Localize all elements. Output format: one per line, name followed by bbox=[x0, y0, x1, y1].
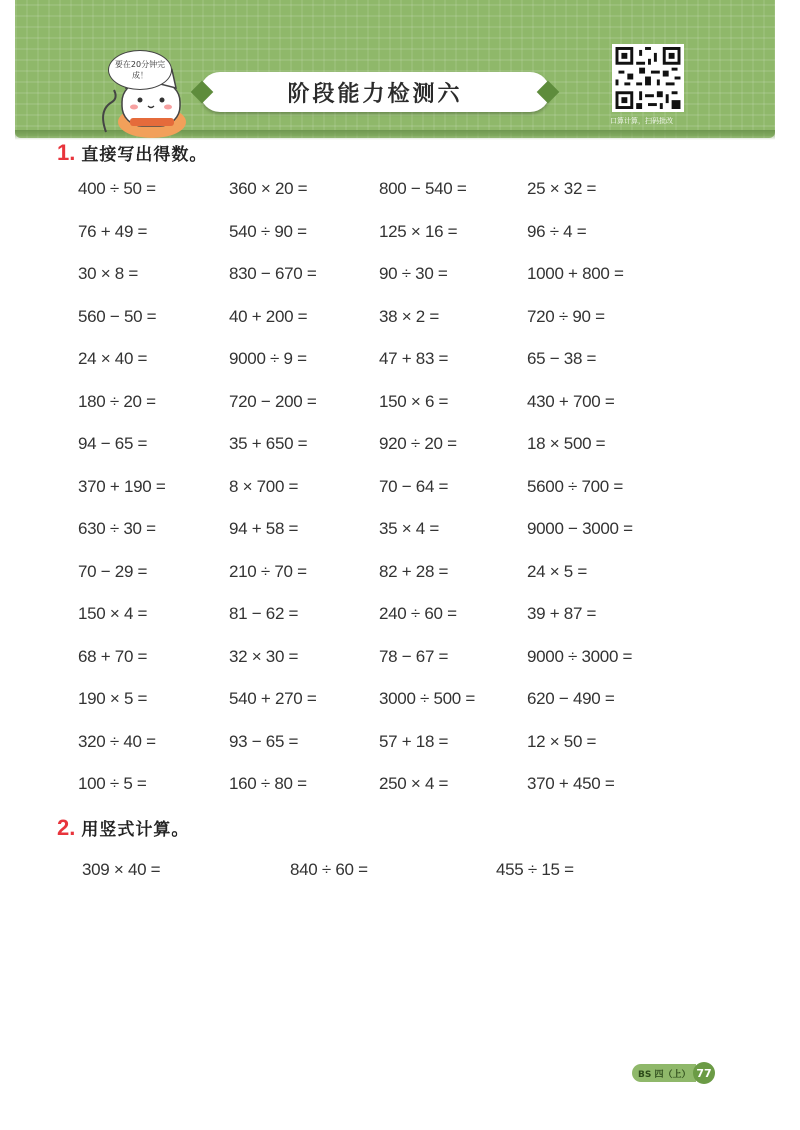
math-problem: 9000 − 3000 = bbox=[527, 519, 633, 538]
math-problem: 9000 ÷ 9 = bbox=[229, 349, 307, 368]
math-problem: 35 × 4 = bbox=[379, 519, 439, 538]
math-problem: 180 ÷ 20 = bbox=[78, 392, 156, 411]
section-2-heading bbox=[57, 815, 189, 841]
math-problem: 70 − 29 = bbox=[78, 562, 148, 581]
math-problem: 82 + 28 = bbox=[379, 562, 449, 581]
section-1-title: 直接写出得数。 bbox=[81, 145, 208, 165]
math-problem: 720 ÷ 90 = bbox=[527, 307, 605, 326]
vertical-calc-problem: 309 × 40 = bbox=[82, 860, 161, 879]
math-problem: 65 − 38 = bbox=[527, 349, 597, 368]
math-problem: 70 − 64 = bbox=[379, 477, 449, 496]
math-problem: 25 × 32 = bbox=[527, 179, 597, 198]
math-problem: 38 × 2 = bbox=[379, 307, 439, 326]
vertical-calc-problem: 840 ÷ 60 = bbox=[290, 860, 368, 879]
math-problem: 320 ÷ 40 = bbox=[78, 732, 156, 751]
speech-bubble: 要在20分钟完成！ bbox=[108, 50, 172, 90]
title-banner bbox=[200, 72, 550, 112]
math-problem: 400 ÷ 50 = bbox=[78, 179, 156, 198]
math-problem: 81 − 62 = bbox=[229, 604, 299, 623]
page-title: 阶段能力检测六 bbox=[287, 81, 463, 107]
math-problem: 39 + 87 = bbox=[527, 604, 597, 623]
math-problem: 93 − 65 = bbox=[229, 732, 299, 751]
math-problem: 94 + 58 = bbox=[229, 519, 299, 538]
math-problem: 560 − 50 = bbox=[78, 307, 157, 326]
math-problem: 18 × 500 = bbox=[527, 434, 606, 453]
vertical-calc-problem: 455 ÷ 15 = bbox=[496, 860, 574, 879]
math-problem: 94 − 65 = bbox=[78, 434, 148, 453]
math-problem: 210 ÷ 70 = bbox=[229, 562, 307, 581]
math-problem: 150 × 4 = bbox=[78, 604, 148, 623]
math-problem: 78 − 67 = bbox=[379, 647, 449, 666]
math-problem: 40 + 200 = bbox=[229, 307, 308, 326]
math-problem: 250 × 4 = bbox=[379, 774, 449, 793]
math-problem: 47 + 83 = bbox=[379, 349, 449, 368]
math-problem: 9000 ÷ 3000 = bbox=[527, 647, 633, 666]
math-problem: 90 ÷ 30 = bbox=[379, 264, 448, 283]
math-problem: 3000 ÷ 500 = bbox=[379, 689, 476, 708]
math-problem: 720 − 200 = bbox=[229, 392, 317, 411]
math-problem: 150 × 6 = bbox=[379, 392, 449, 411]
math-problem: 620 − 490 = bbox=[527, 689, 615, 708]
math-problem: 32 × 30 = bbox=[229, 647, 299, 666]
math-problem: 96 ÷ 4 = bbox=[527, 222, 587, 241]
math-problem: 160 ÷ 80 = bbox=[229, 774, 307, 793]
qr-caption: 口算计算，扫码批改 bbox=[610, 117, 673, 125]
math-problem: 370 + 190 = bbox=[78, 477, 166, 496]
math-problem: 12 × 50 = bbox=[527, 732, 597, 751]
math-problem: 800 − 540 = bbox=[379, 179, 467, 198]
math-problem: 540 + 270 = bbox=[229, 689, 317, 708]
math-problem: 57 + 18 = bbox=[379, 732, 449, 751]
section-1-number: 1. bbox=[57, 140, 76, 165]
math-problem: 24 × 40 = bbox=[78, 349, 148, 368]
math-problem: 630 ÷ 30 = bbox=[78, 519, 156, 538]
math-problem: 68 + 70 = bbox=[78, 647, 148, 666]
edition-badge: BS 四（上） bbox=[632, 1064, 696, 1082]
math-problem: 430 + 700 = bbox=[527, 392, 615, 411]
math-problem: 830 − 670 = bbox=[229, 264, 317, 283]
section-2-number: 2. bbox=[57, 815, 76, 840]
math-problem: 240 ÷ 60 = bbox=[379, 604, 457, 623]
math-problem: 30 × 8 = bbox=[78, 264, 138, 283]
math-problem: 5600 ÷ 700 = bbox=[527, 477, 624, 496]
math-problem: 190 × 5 = bbox=[78, 689, 148, 708]
math-problem: 360 × 20 = bbox=[229, 179, 308, 198]
page-number: 77 bbox=[693, 1062, 715, 1084]
math-problem: 8 × 700 = bbox=[229, 477, 299, 496]
math-problem: 920 ÷ 20 = bbox=[379, 434, 457, 453]
math-problem: 125 × 16 = bbox=[379, 222, 458, 241]
math-problem: 540 ÷ 90 = bbox=[229, 222, 307, 241]
math-problem: 370 + 450 = bbox=[527, 774, 615, 793]
qr-code-icon[interactable] bbox=[612, 44, 684, 112]
math-problem: 35 + 650 = bbox=[229, 434, 308, 453]
math-problem: 76 + 49 = bbox=[78, 222, 148, 241]
math-problem: 100 ÷ 5 = bbox=[78, 774, 147, 793]
section-1-heading bbox=[57, 140, 207, 166]
math-problem: 1000 + 800 = bbox=[527, 264, 624, 283]
section-2-title: 用竖式计算。 bbox=[81, 820, 190, 840]
math-problem: 24 × 5 = bbox=[527, 562, 587, 581]
